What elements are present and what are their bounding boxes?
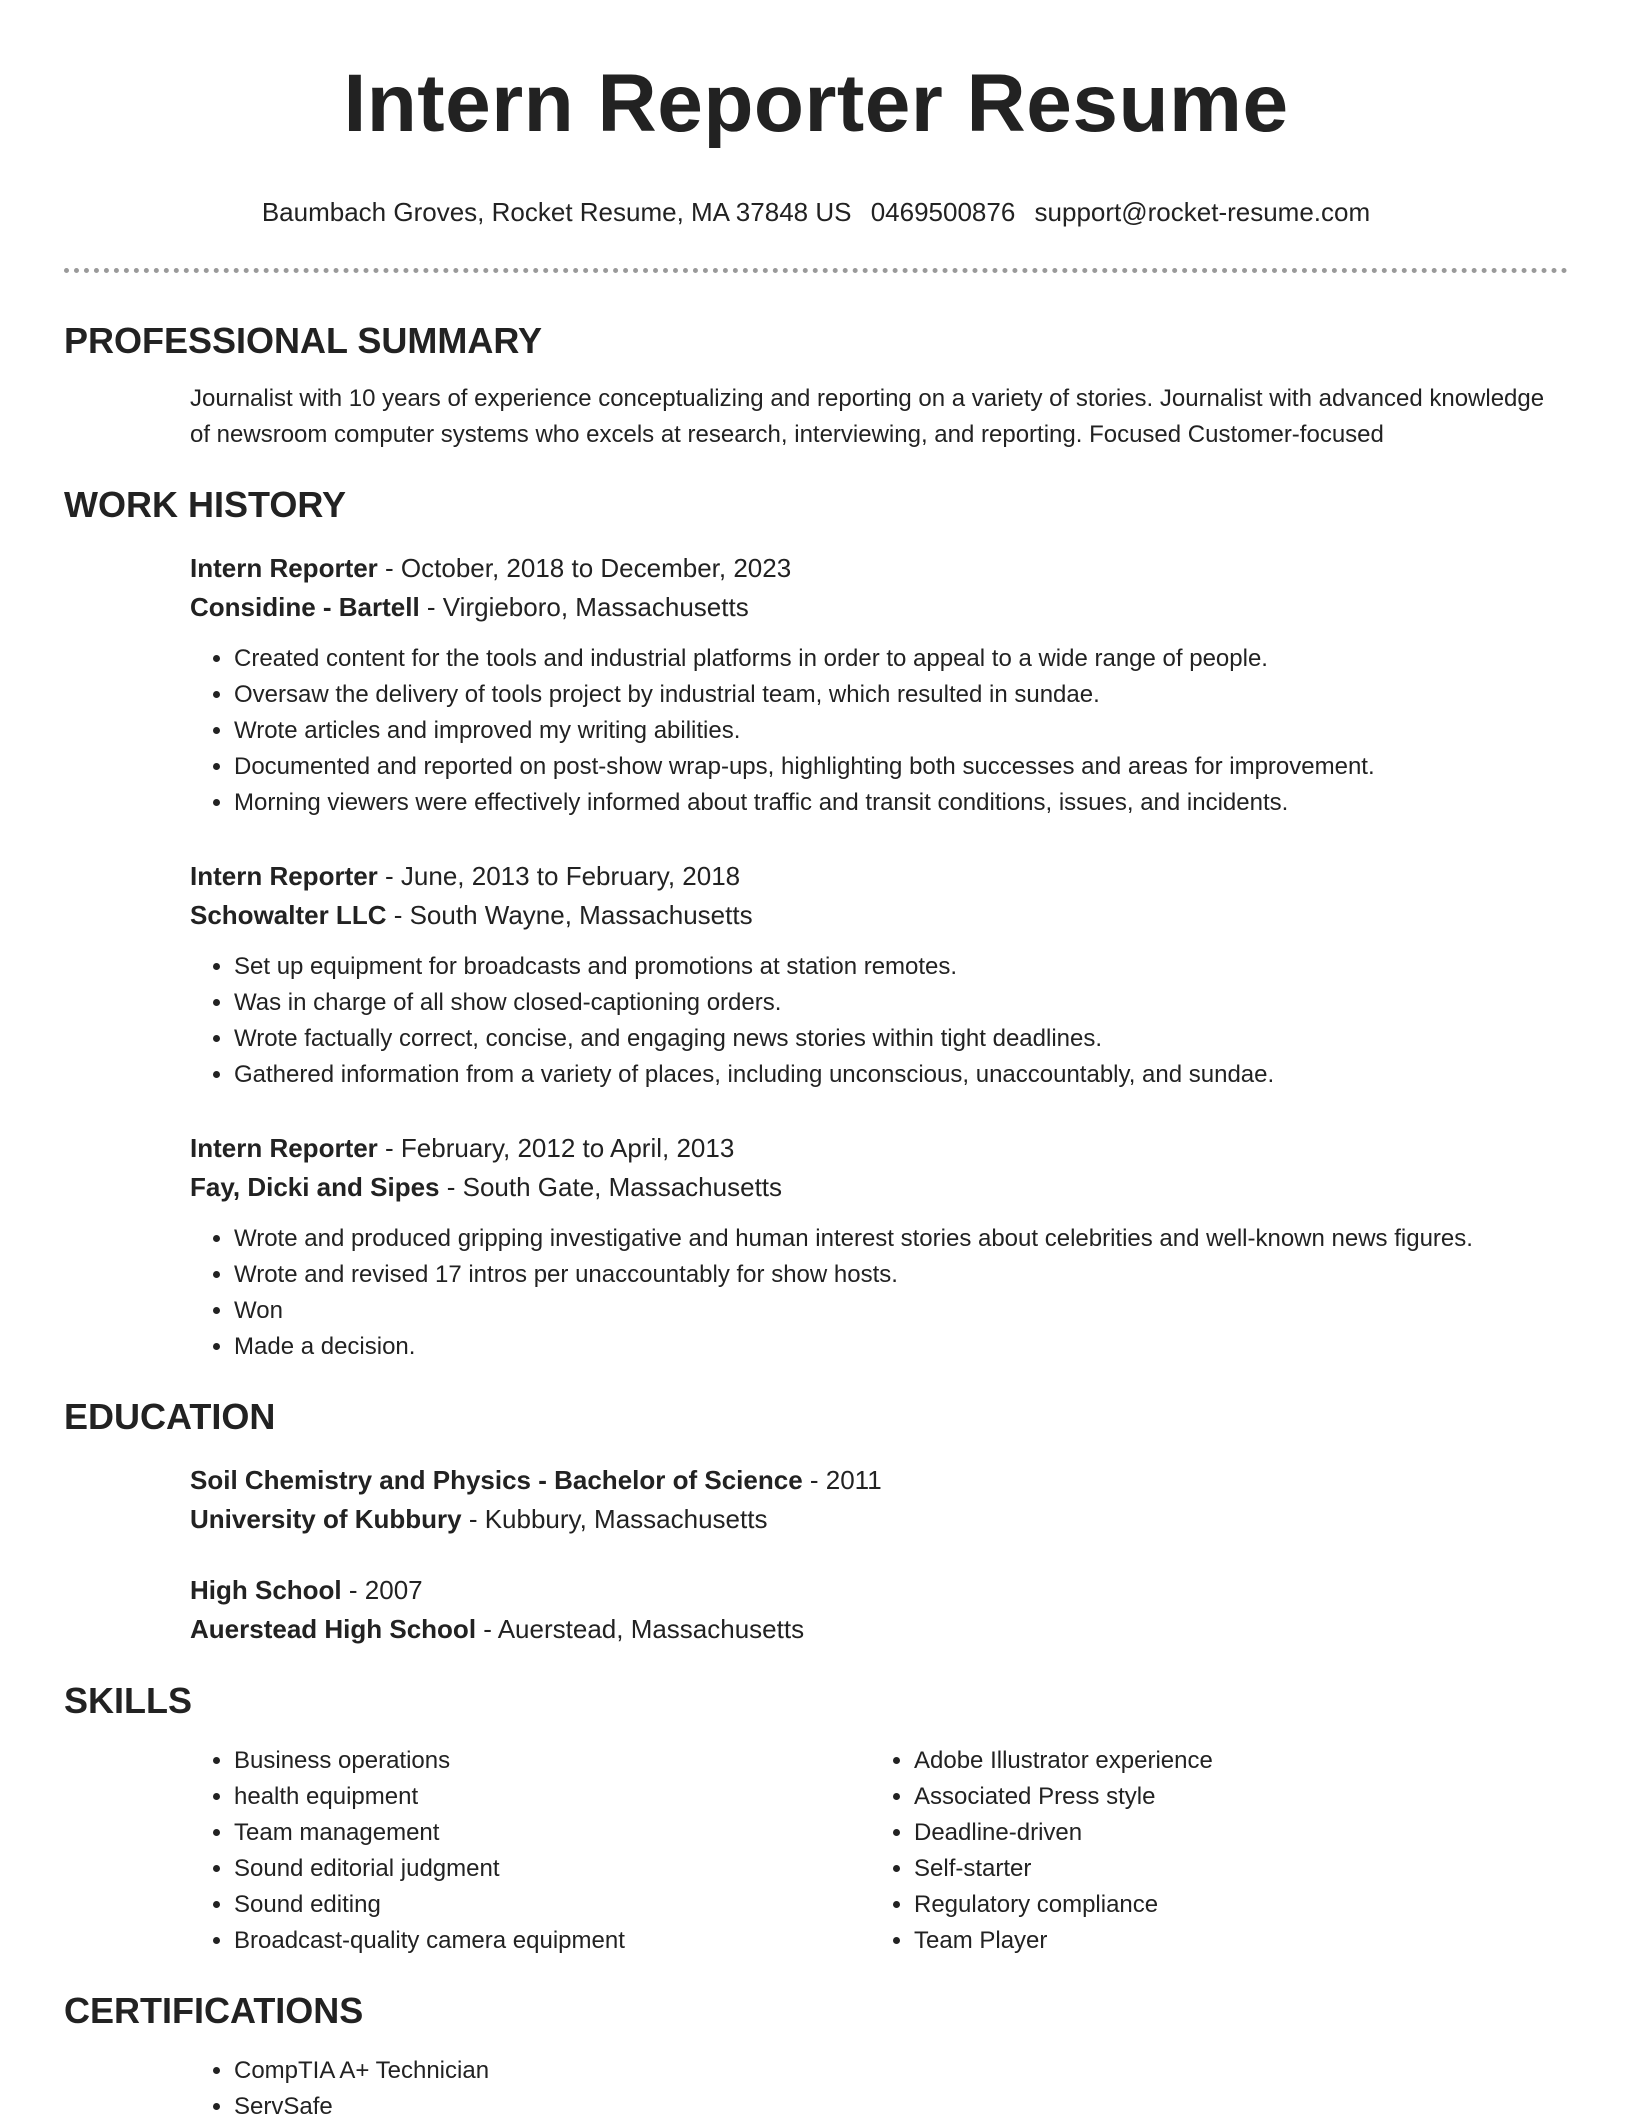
list-item: • Was in charge of all show closed-captioning orders. (234, 985, 1568, 1021)
contact-phone: 0469500876 (870, 197, 1016, 227)
skills-column-right (870, 1743, 1550, 1959)
job-location: - Virgieboro, Massachusetts (419, 592, 749, 622)
list-item: • Associated Press style (914, 1779, 1550, 1815)
list-item: • Documented and reported on post-show wrap-ups, highlighting both successes and areas for improvement. (234, 749, 1568, 785)
job-company-line (190, 1168, 1568, 1207)
education-school: University of Kubbury (190, 1504, 462, 1534)
education-year: - 2007 (341, 1575, 423, 1605)
contact-line (64, 194, 1568, 230)
education-school-line (190, 1610, 1568, 1649)
certifications-list (190, 2053, 1568, 2125)
summary-text: Journalist with 10 years of experience conceptualizing and reporting on a variety of stories. Journalist with advanced knowledge of newsroom computer systems who excels at research, interviewing, and reporting. Focused Customer-focused (190, 385, 1545, 448)
job-dates: - June, 2013 to February, 2018 (377, 861, 741, 891)
skills-list-left (190, 1743, 870, 1959)
list-item: • Regulatory compliance (914, 1887, 1550, 1923)
job-company: Considine - Bartell (190, 592, 420, 622)
education-degree: Soil Chemistry and Physics - Bachelor of Science (190, 1465, 803, 1495)
skills-grid (190, 1743, 1568, 1959)
job-title: Intern Reporter (190, 861, 378, 891)
job-location: - South Gate, Massachusetts (439, 1172, 783, 1202)
list-item: • Oversaw the delivery of tools project by industrial team, which resulted in sundae. (234, 677, 1568, 713)
education-school: Auerstead High School (190, 1614, 477, 1644)
job-title-line (190, 857, 1568, 896)
skills-list-right (870, 1743, 1550, 1959)
list-item: • Wrote articles and improved my writing abilities. (234, 713, 1568, 749)
resume-title: Intern Reporter Resume (343, 58, 1289, 149)
education-degree-line (190, 1571, 1568, 1610)
education-year: - 2011 (802, 1465, 882, 1495)
skills-column-left (190, 1743, 870, 1959)
contact-email: support@rocket-resume.com (1034, 197, 1371, 227)
list-item: • Wrote factually correct, concise, and engaging news stories within tight deadlines. (234, 1021, 1568, 1057)
job-bullets (190, 641, 1568, 821)
job-entry (190, 1129, 1568, 1365)
education-degree-line (190, 1461, 1568, 1500)
job-bullets (190, 1221, 1568, 1365)
list-item: • Made a decision. (234, 1329, 1568, 1365)
job-entry (190, 857, 1568, 1093)
job-title-line (190, 549, 1568, 588)
section-title-work-history: WORK HISTORY (64, 484, 347, 525)
list-item: • Deadline-driven (914, 1815, 1550, 1851)
education-school-line (190, 1500, 1568, 1539)
list-item: • Wrote and revised 17 intros per unaccountably for show hosts. (234, 1257, 1568, 1293)
education-entry (190, 1461, 1568, 1539)
certifications-bullets (190, 2053, 1568, 2125)
job-company: Fay, Dicki and Sipes (190, 1172, 440, 1202)
job-title: Intern Reporter (190, 553, 378, 583)
section-title-certifications: CERTIFICATIONS (64, 1990, 364, 2031)
job-entry (190, 549, 1568, 821)
header-divider (64, 268, 1568, 273)
job-dates: - February, 2012 to April, 2013 (377, 1133, 735, 1163)
education-location: - Auerstead, Massachusetts (476, 1614, 805, 1644)
job-dates: - October, 2018 to December, 2023 (377, 553, 792, 583)
list-item: • Sound editing (234, 1887, 870, 1923)
education-location: - Kubbury, Massachusetts (461, 1504, 768, 1534)
list-item: • Wrote and produced gripping investigative and human interest stories about celebrities and well-known news figures. (234, 1221, 1568, 1257)
list-item: • Broadcast-quality camera equipment (234, 1923, 870, 1959)
list-item: • Sound editorial judgment (234, 1851, 870, 1887)
list-item: • Adobe Illustrator experience (914, 1743, 1550, 1779)
education-entry (190, 1571, 1568, 1649)
list-item: • Created content for the tools and industrial platforms in order to appeal to a wide range of people. (234, 641, 1568, 677)
list-item: • Morning viewers were effectively informed about traffic and transit conditions, issues, and incidents. (234, 785, 1568, 821)
list-item: • health equipment (234, 1779, 870, 1815)
job-location: - South Wayne, Massachusetts (386, 900, 753, 930)
job-title: Intern Reporter (190, 1133, 378, 1163)
section-title-education: EDUCATION (64, 1396, 276, 1437)
job-company-line (190, 896, 1568, 935)
list-item: • ServSafe (234, 2089, 1568, 2125)
job-title-line (190, 1129, 1568, 1168)
education-degree: High School (190, 1575, 342, 1605)
list-item: • CompTIA A+ Technician (234, 2053, 1568, 2089)
list-item: • Set up equipment for broadcasts and promotions at station remotes. (234, 949, 1568, 985)
job-company-line (190, 588, 1568, 627)
list-item: • Business operations (234, 1743, 870, 1779)
list-item: • Team management (234, 1815, 870, 1851)
list-item: • Gathered information from a variety of places, including unconscious, unaccountably, and sundae. (234, 1057, 1568, 1093)
section-title-summary: PROFESSIONAL SUMMARY (64, 320, 543, 361)
list-item: • Won (234, 1293, 1568, 1329)
list-item: • Self-starter (914, 1851, 1550, 1887)
job-bullets (190, 949, 1568, 1093)
list-item: • Team Player (914, 1923, 1550, 1959)
contact-address: Baumbach Groves, Rocket Resume, MA 37848 US (261, 197, 852, 227)
section-title-skills: SKILLS (64, 1680, 193, 1721)
job-company: Schowalter LLC (190, 900, 387, 930)
